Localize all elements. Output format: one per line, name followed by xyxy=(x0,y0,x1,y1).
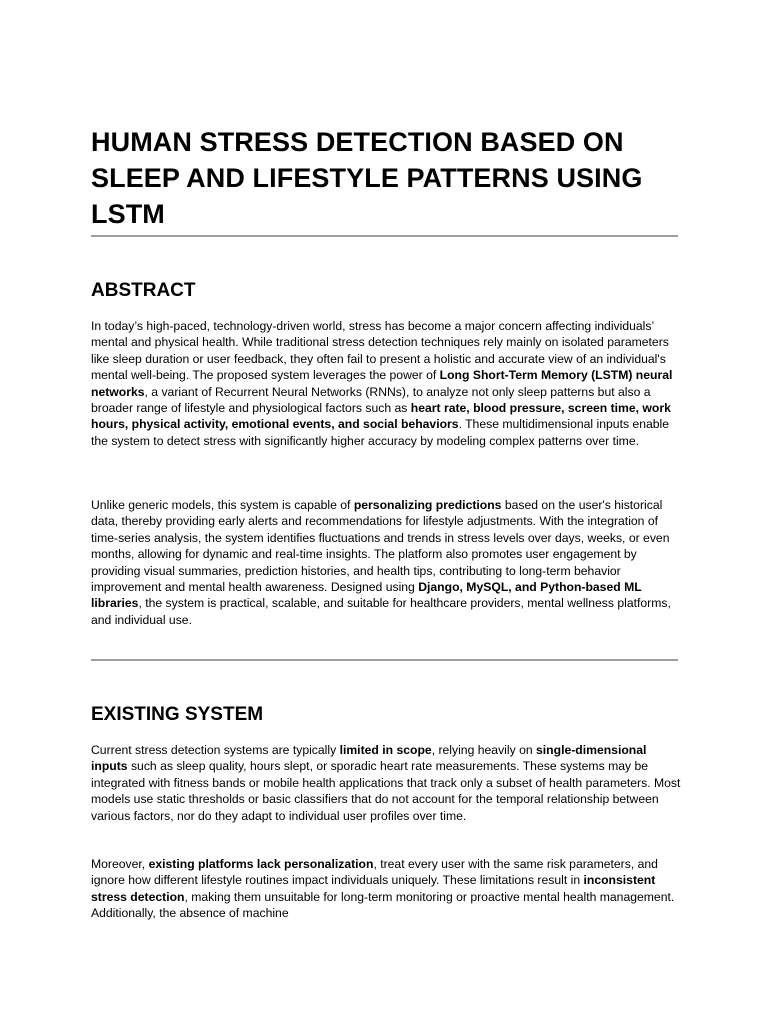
abstract-paragraph-2: Unlike generic models, this system is capable of personalizing predictions based on the user's historical data, thereby providing early alerts and recommendations for lifestyle adjustments. With the integration of time-series analysis, the system identifies fluctuations and trends in stress levels over days, weeks, or even months, allowing for dynamic and real-time insights. The platform also promotes user engagement by providing visual summaries, prediction histories, and health tips, contributing to long-term behavior improvement and mental health awareness. Designed using Django, MySQL, and Python-based ML libraries, the system is practical, scalable, and suitable for healthcare providers, mental wellness platforms, and individual use. xyxy=(91,498,671,627)
bold-phrase: Long Short-Term Memory (LSTM) neural networks xyxy=(91,368,673,399)
page-title: HUMAN STRESS DETECTION BASED ON SLEEP AND LIFESTYLE PATTERNS USING LSTM xyxy=(91,127,643,229)
existing-system-heading: EXISTING SYSTEM xyxy=(91,704,264,725)
bold-phrase: personalizing predictions xyxy=(353,498,502,512)
section-divider xyxy=(91,659,678,661)
existing-system-paragraph-1: Current stress detection systems are typically limited in scope, relying heavily on single-dimensional inputs such as sleep quality, hours slept, or sporadic heart rate measurements. These systems may be integrated with fitness bands or mobile health applications that track only a subset of health parameters. Most models use static thresholds or basic classifiers that do not account for the temporal relationship between various factors, nor do they adapt to individual user profiles over time. xyxy=(91,743,681,823)
abstract-heading: ABSTRACT xyxy=(91,280,196,301)
bold-phrase: heart rate, blood pressure, screen time, work hours, physical activity, emotional events, and social behaviors xyxy=(91,401,671,432)
bold-phrase: Django, MySQL, and Python-based ML libraries xyxy=(91,580,642,611)
title-divider xyxy=(91,235,678,237)
bold-phrase: existing platforms lack personalization xyxy=(148,857,374,871)
bold-phrase: limited in scope xyxy=(339,743,432,757)
abstract-paragraph-1: In today’s high-paced, technology-driven world, stress has become a major concern affecting individuals’ mental and physical health. While traditional stress detection techniques rely mainly on isolated parameters like sleep duration or user feedback, they often fail to present a holistic and accurate view of an individual's mental well-being. The proposed system leverages the power of Long Short-Term Memory (LSTM) neural networks, a variant of Recurrent Neural Networks (RNNs), to analyze not only sleep patterns but also a broader range of lifestyle and physiological factors such as heart rate, blood pressure, screen time, work hours, physical activity, emotional events, and social behaviors. These multidimensional inputs enable the system to detect stress with significantly higher accuracy by modeling complex patterns over time. xyxy=(91,319,673,448)
bold-phrase: inconsistent stress detection xyxy=(91,873,656,904)
bold-phrase: single-dimensional inputs xyxy=(91,743,647,774)
existing-system-paragraph-2: Moreover, existing platforms lack personalization, treat every user with the same risk parameters, and ignore how different lifestyle routines impact individuals uniquely. These limitations result in inconsistent stress detection, making them unsuitable for long-term monitoring or proactive mental health management. Additionally, the absence of machine xyxy=(91,857,675,921)
